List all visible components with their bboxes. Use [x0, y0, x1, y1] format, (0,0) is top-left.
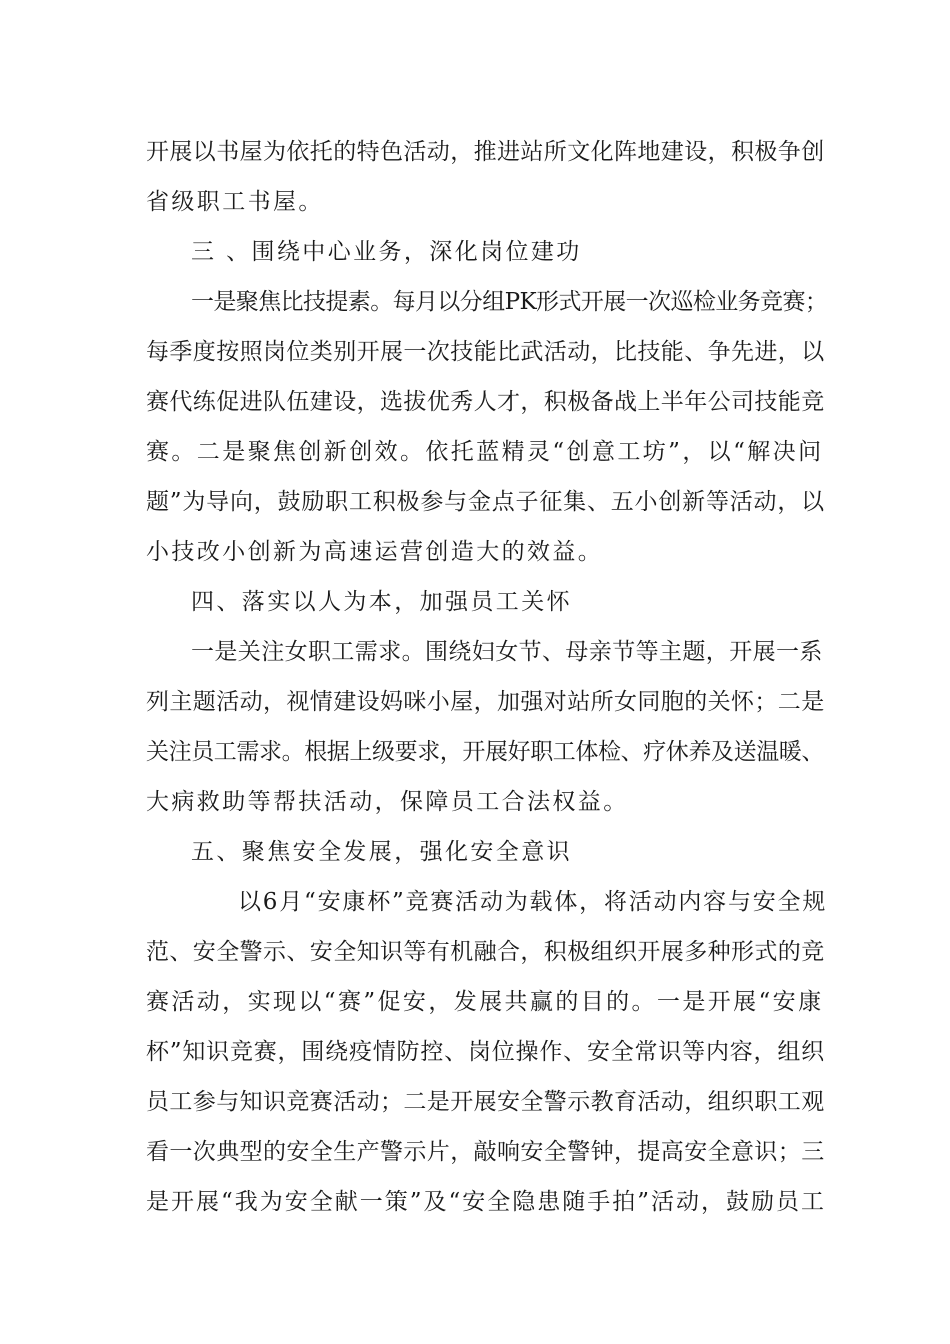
paragraph-line: 题”为导向，鼓励职工积极参与金点子征集、五小创新等活动，以	[146, 489, 825, 515]
paragraph-line: 列主题活动，视情建设妈咪小屋，加强对站所女同胞的关怀；二是	[146, 689, 825, 715]
paragraph-line: 关注员工需求。根据上级要求，开展好职工体检、疗休养及送温暖、	[146, 739, 825, 765]
paragraph-line: 每季度按照岗位类别开展一次技能比武活动，比技能、争先进，以	[146, 339, 825, 365]
section-heading-4: 四、落实以人为本，加强员工关怀	[191, 589, 572, 615]
paragraph-line: 赛代练促进队伍建设，选拔优秀人才，积极备战上半年公司技能竞	[146, 389, 825, 415]
paragraph-line: 范、安全警示、安全知识等有机融合，积极组织开展多种形式的竞	[146, 939, 825, 965]
paragraph-line: 赛。二是聚焦创新创效。依托蓝精灵“创意工坊”，以“解决问	[146, 439, 824, 465]
paragraph-line: 大病救助等帮扶活动，保障员工合法权益。	[146, 789, 629, 815]
paragraph-line: 一是聚焦比技提素。每月以分组PK形式开展一次巡检业务竞赛；	[191, 289, 828, 315]
paragraph-line: 赛活动，实现以“赛”促安，发展共赢的目的。一是开展“安康	[146, 989, 824, 1015]
paragraph-line: 杯”知识竞赛，围绕疫情防控、岗位操作、安全常识等内容，组织	[146, 1039, 825, 1065]
paragraph-line: 一是关注女职工需求。围绕妇女节、母亲节等主题，开展一系	[191, 639, 823, 665]
paragraph-line: 小技改小创新为高速运营创造大的效益。	[146, 539, 604, 565]
section-heading-5: 五、聚焦安全发展，强化安全意识	[191, 839, 572, 865]
paragraph-line: 省级职工书屋。	[146, 189, 324, 215]
paragraph-line: 开展以书屋为依托的特色活动，推进站所文化阵地建设，积极争创	[146, 139, 825, 165]
section-heading-3: 三 、围绕中心业务，深化岗位建功	[191, 239, 582, 265]
paragraph-line: 员工参与知识竞赛活动；二是开展安全警示教育活动，组织职工观	[146, 1089, 825, 1115]
paragraph-line: 以6月“安康杯”竞赛活动为载体，将活动内容与安全规	[238, 889, 828, 915]
paragraph-line: 看一次典型的安全生产警示片，敲响安全警钟，提高安全意识；三	[146, 1139, 825, 1165]
paragraph-line: 是开展“我为安全献一策”及“安全隐患随手拍”活动，鼓励员工	[146, 1189, 827, 1215]
